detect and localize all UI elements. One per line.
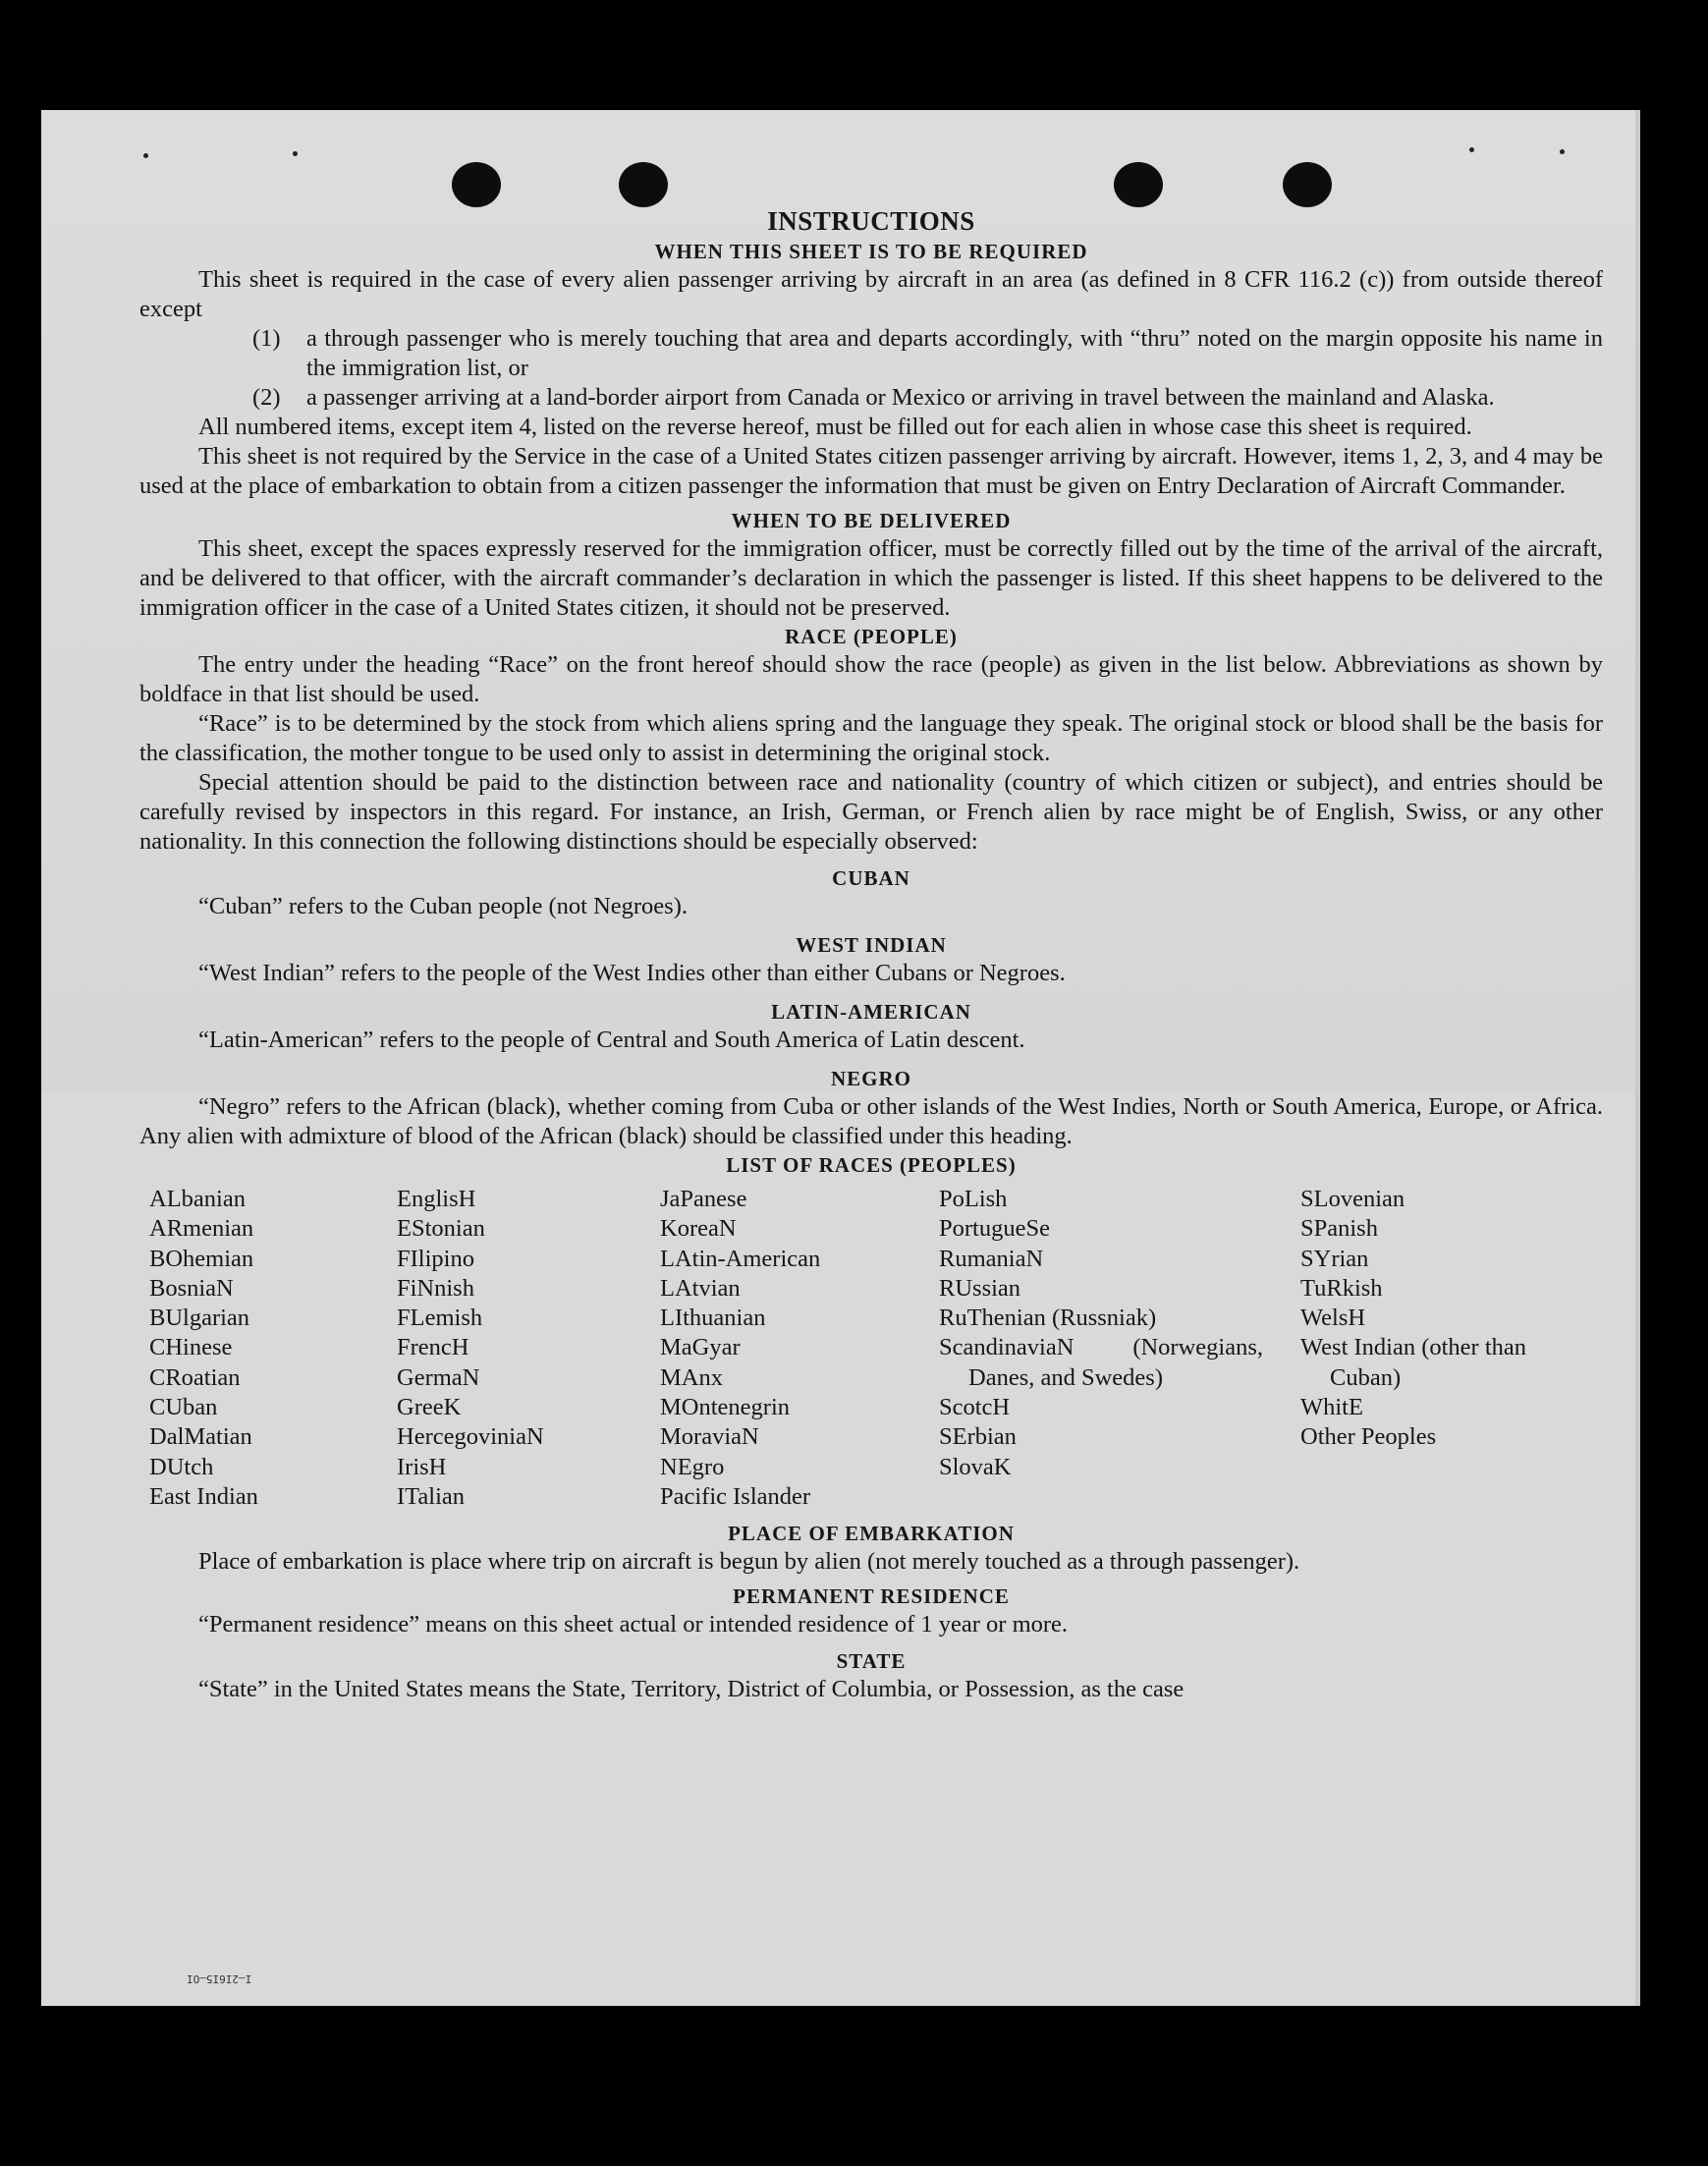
list-item: KoreaN — [660, 1215, 737, 1243]
list-item: MaGyar — [660, 1334, 741, 1361]
list-item: FiNnish — [397, 1274, 474, 1302]
list-item: ARmenian — [149, 1215, 254, 1243]
section-heading-state: STATE — [836, 1649, 907, 1674]
page-edge — [1635, 110, 1640, 2006]
section-heading-race: RACE (PEOPLE) — [785, 625, 958, 648]
race-column-2 — [397, 1185, 660, 1512]
list-item: RuThenian (Russniak) — [939, 1305, 1157, 1332]
list-item: EStonian — [397, 1215, 485, 1243]
race-list — [139, 1185, 1603, 1512]
state-paragraph: “State” in the United States means the State, Territory, District of Columbia, or Possession, as the case — [198, 1676, 1185, 1703]
west-indian-paragraph: “West Indian” refers to the people of the West Indies other than either Cubans or Negroes. — [198, 960, 1066, 986]
list-item: ScandinaviaN (Norwegians, Danes, and Swedes) — [939, 1334, 1263, 1391]
list-item: CUban — [149, 1394, 218, 1421]
list-item: DUtch — [149, 1453, 214, 1480]
residence-paragraph: “Permanent residence” means on this sheet actual or intended residence of 1 year or more. — [198, 1611, 1069, 1638]
punch-hole — [619, 162, 668, 207]
list-item: West Indian (other than Cuban) — [1300, 1334, 1527, 1391]
list-item: LIthuanian — [660, 1305, 766, 1332]
section-heading-cuban: CUBAN — [832, 866, 910, 890]
exception-item-1 — [252, 324, 1603, 383]
item-text: a passenger arriving at a land-border airport from Canada or Mexico or arriving in travel between the mainland and Alaska. — [306, 384, 1495, 411]
citizen-paragraph: This sheet is not required by the Service in the case of a United States citizen passenger arriving by aircraft. However, items 1, 2, 3, and 4 may be used at the place of embarkation to obtain from a citizen passenger the information that must be given on Entry Declaration of Aircraft Commander. — [139, 443, 1603, 499]
list-item: Pacific Islander — [660, 1482, 811, 1510]
list-item: ITalian — [397, 1482, 466, 1510]
list-item: NEgro — [660, 1453, 725, 1480]
race-column-4 — [939, 1185, 1300, 1512]
list-item: Other Peoples — [1300, 1423, 1437, 1451]
section-heading-when-delivered: WHEN TO BE DELIVERED — [731, 509, 1012, 532]
delivery-paragraph: This sheet, except the spaces expressly reserved for the immigration officer, must be correctly filled out by the time of the arrival of the aircraft, and be delivered to that officer, with the aircraft commander’s declaration in which the passenger is listed. If this sheet happens to be delivered to the immigration officer in the case of a United States citizen, it should not be preserved. — [139, 535, 1603, 621]
section-heading-list-of-races: LIST OF RACES (PEOPLES) — [726, 1153, 1017, 1177]
punch-hole — [1114, 162, 1163, 207]
section-heading-when-required: WHEN THIS SHEET IS TO BE REQUIRED — [654, 240, 1088, 263]
speck — [143, 153, 148, 158]
list-item: CHinese — [149, 1334, 233, 1361]
form-number: I—2I6I5—OI — [187, 1972, 252, 1985]
cuban-paragraph: “Cuban” refers to the Cuban people (not Negroes). — [198, 893, 688, 919]
document-body — [139, 204, 1603, 1704]
speck — [293, 151, 298, 156]
section-heading-latin-american: LATIN-AMERICAN — [771, 1000, 971, 1024]
punch-hole — [1283, 162, 1332, 207]
list-item: FLemish — [397, 1305, 483, 1332]
list-item: IrisH — [397, 1453, 447, 1480]
list-item: ALbanian — [149, 1186, 246, 1212]
list-item: SlovaK — [939, 1453, 1012, 1480]
punch-hole — [452, 162, 501, 207]
list-item: SLovenian — [1300, 1186, 1405, 1212]
list-item: WhitE — [1300, 1394, 1363, 1421]
speck — [1560, 149, 1565, 154]
list-item: East Indian — [149, 1482, 258, 1510]
list-item: BUlgarian — [149, 1305, 250, 1332]
item-text: a through passenger who is merely touching that area and departs accordingly, with “thru” noted on the margin opposite his name in the immigration list, or — [306, 325, 1603, 381]
race-column-5 — [1300, 1185, 1577, 1512]
list-item: MOntenegrin — [660, 1394, 790, 1421]
list-item: RUssian — [939, 1274, 1021, 1302]
list-item: FrencH — [397, 1334, 469, 1361]
document-page — [41, 110, 1640, 2006]
page-title: INSTRUCTIONS — [767, 206, 975, 236]
list-item: LAtin-American — [660, 1245, 821, 1272]
negro-paragraph: “Negro” refers to the African (black), whether coming from Cuba or other islands of the West Indies, North or South America, Europe, or Africa. Any alien with admixture of blood of the African (black) should be classified under this heading. — [139, 1093, 1603, 1149]
list-item: MAnx — [660, 1363, 723, 1391]
section-heading-embarkation: PLACE OF EMBARKATION — [728, 1522, 1015, 1546]
list-item: LAtvian — [660, 1274, 741, 1302]
list-item: SPanish — [1300, 1215, 1378, 1243]
race-column-3 — [660, 1185, 939, 1512]
list-item: FIlipino — [397, 1245, 474, 1272]
latin-american-paragraph: “Latin-American” refers to the people of Central and South America of Latin descent. — [198, 1027, 1025, 1053]
list-item: BOhemian — [149, 1245, 254, 1272]
race-paragraph-2: “Race” is to be determined by the stock from which aliens spring and the language they speak. The original stock or blood shall be the basis for the classification, the mother tongue to be used only to assist in determining the original stock. — [139, 710, 1603, 766]
list-item: WelsH — [1300, 1305, 1366, 1332]
race-paragraph-3: Special attention should be paid to the distinction between race and nationality (country of which citizen or subject), and entries should be carefully revised by inspectors in this regard. For instance, an Irish, German, or French alien by race might be of English, Swiss, or any other nationality. In this connection the following distinctions should be especially observed: — [139, 769, 1603, 855]
section-heading-west-indian: WEST INDIAN — [796, 933, 947, 957]
intro-paragraph: This sheet is required in the case of every alien passenger arriving by aircraft in an area (as defined in 8 CFR 116.2 (c)) from outside thereof except — [139, 266, 1603, 322]
list-item: PoLish — [939, 1186, 1008, 1212]
list-item: RumaniaN — [939, 1245, 1044, 1272]
section-heading-residence: PERMANENT RESIDENCE — [733, 1584, 1010, 1609]
list-item: SYrian — [1300, 1245, 1369, 1272]
list-item: SErbian — [939, 1423, 1017, 1451]
list-item: TuRkish — [1300, 1274, 1383, 1302]
race-paragraph-1: The entry under the heading “Race” on the front hereof should show the race (people) as given in the list below. Abbreviations as shown by boldface in that list should be used. — [139, 651, 1603, 707]
exception-item-2 — [252, 383, 1603, 413]
list-item: BosniaN — [149, 1274, 234, 1302]
list-item: DalMatian — [149, 1423, 252, 1451]
list-item: PortugueSe — [939, 1215, 1050, 1243]
race-column-1 — [139, 1185, 397, 1512]
embarkation-paragraph: Place of embarkation is place where trip on aircraft is begun by alien (not merely touched as a through passenger). — [198, 1548, 1300, 1576]
list-item: ScotcH — [939, 1394, 1011, 1421]
item-number: (2) — [252, 384, 281, 411]
list-item: GermaN — [397, 1363, 480, 1391]
list-item: CRoatian — [149, 1363, 241, 1391]
list-item: GreeK — [397, 1394, 462, 1421]
numbered-items-paragraph: All numbered items, except item 4, listed on the reverse hereof, must be filled out for each alien in whose case this sheet is required. — [198, 414, 1472, 440]
list-item: MoraviaN — [660, 1423, 759, 1451]
list-item: HercegoviniaN — [397, 1423, 544, 1451]
section-heading-negro: NEGRO — [830, 1067, 911, 1090]
speck — [1469, 147, 1474, 152]
list-item: JaPanese — [660, 1186, 747, 1212]
list-item: EnglisH — [397, 1186, 476, 1212]
item-number: (1) — [252, 325, 281, 352]
